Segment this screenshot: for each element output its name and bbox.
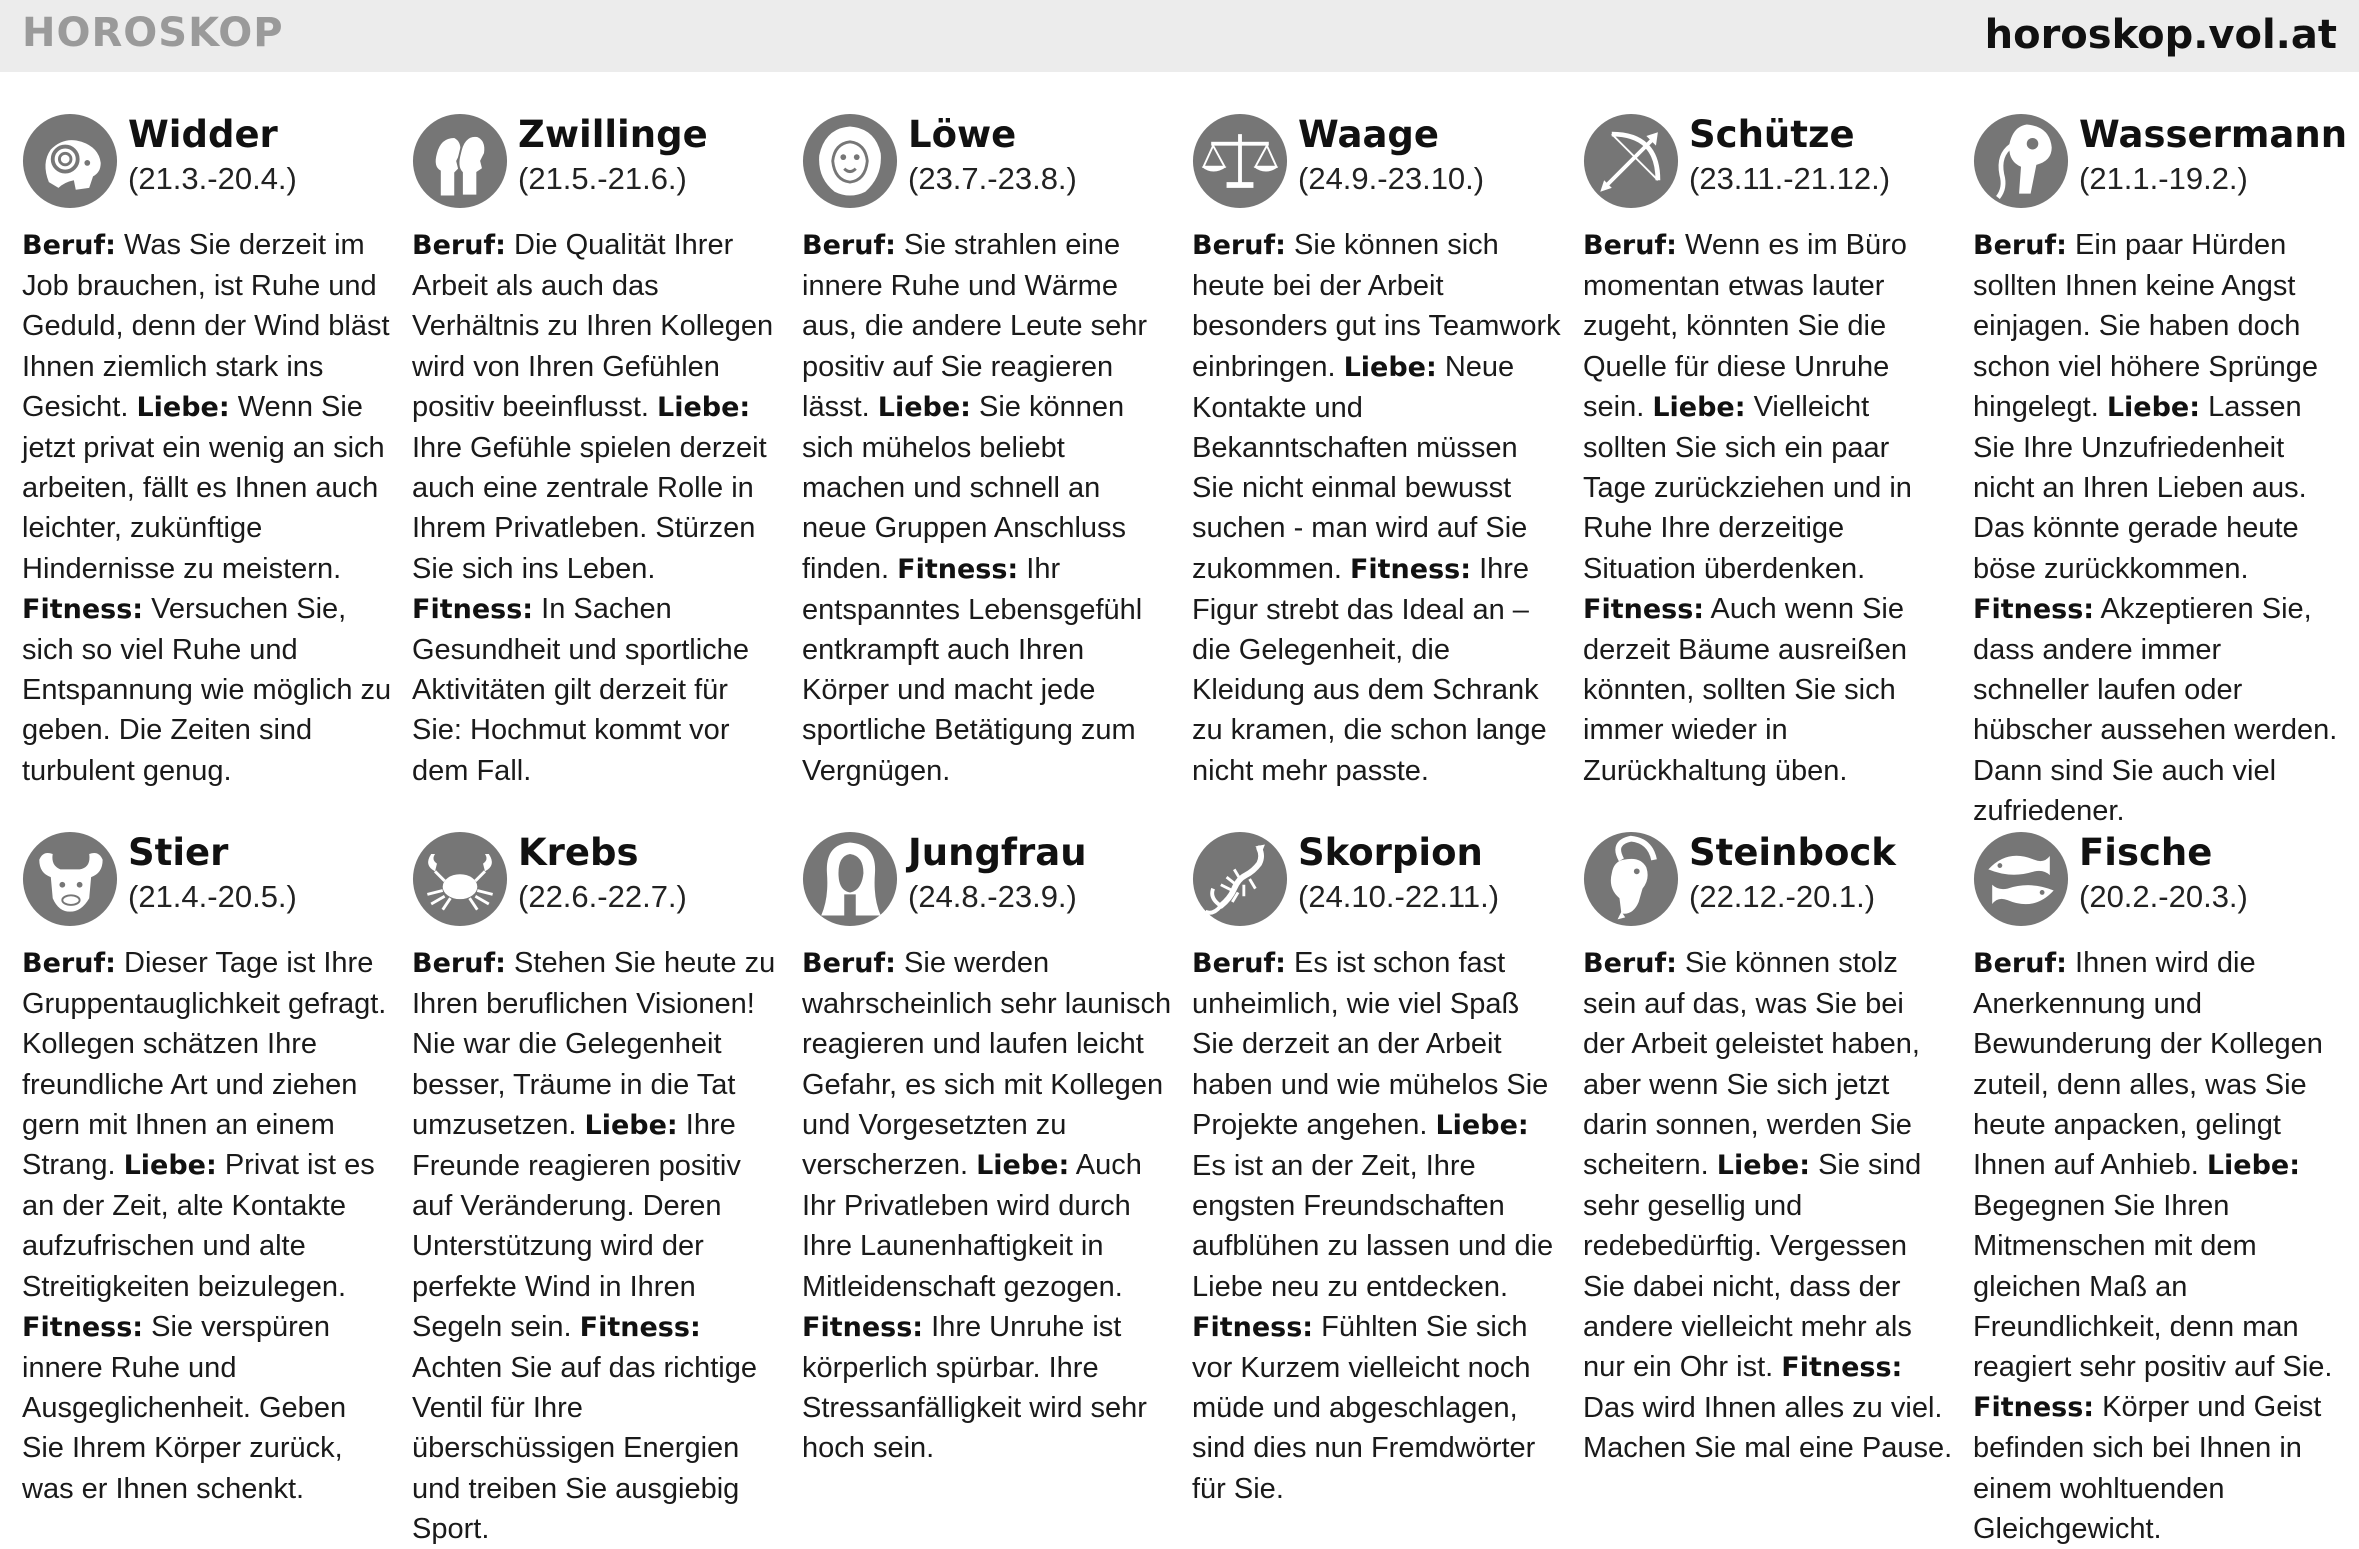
text-fitness: Auch wenn Sie derzeit Bäume ausreißen könnten, sollten Sie sich immer wieder in Zurückhaltung üben.	[1583, 592, 1907, 787]
text-fitness: Fühlten Sie sich vor Kurzem vielleicht noch müde und abgeschlagen, sind dies nun Fremdwörter für Sie.	[1192, 1310, 1536, 1505]
goat-icon	[1583, 831, 1679, 927]
label-beruf: Beruf:	[412, 948, 506, 979]
sign-dates: (24.10.-22.11.)	[1298, 879, 1500, 914]
sign-dates: (22.6.-22.7.)	[518, 879, 687, 914]
sign-text	[1583, 225, 1953, 791]
scorpion-icon	[1192, 831, 1288, 927]
bull-icon	[22, 831, 118, 927]
text-liebe: Ihre Freunde reagieren positiv auf Veränderung. Deren Unterstützung wird der perfekte Wind in Ihren Segeln sein.	[412, 1108, 741, 1343]
text-beruf: Es ist schon fast unheimlich, wie viel Spaß Sie derzeit an der Arbeit haben und wie mühelos Sie Projekte angehen.	[1192, 947, 1549, 1141]
text-beruf: Sie werden wahrscheinlich sehr launisch reagieren und laufen leicht Gefahr, es sich mit Kollegen und Vorgesetzten zu verscherzen.	[802, 947, 1172, 1182]
text-beruf: Dieser Tage ist Ihre Gruppentauglichkeit gefragt. Kollegen schätzen Ihre freundliche Art und ziehen gern mit Ihnen an einem Strang.	[22, 947, 387, 1182]
sign-dates: (22.12.-20.1.)	[1689, 879, 1876, 914]
page-title: HOROSKOP	[22, 10, 284, 56]
label-liebe: Liebe:	[877, 391, 971, 423]
sign-dates: (24.9.-23.10.)	[1298, 161, 1485, 196]
label-fitness: Fitness:	[412, 593, 534, 625]
label-beruf: Beruf:	[412, 230, 506, 261]
label-beruf: Beruf:	[1192, 948, 1286, 979]
label-liebe: Liebe:	[1435, 1109, 1529, 1141]
text-liebe: Vielleicht sollten Sie sich ein paar Tage zurückziehen und in Ruhe Ihre derzeitige Situation überdenken.	[1583, 390, 1912, 585]
text-liebe: Lassen Sie Ihre Unzufriedenheit nicht an Ihren Lieben aus. Das könnte gerade heute böse zurückkommen.	[1973, 390, 2307, 585]
label-fitness: Fitness:	[1349, 553, 1472, 585]
virgin-icon	[802, 831, 898, 927]
sign-name: Fische	[2079, 831, 2213, 874]
sign-name: Löwe	[908, 113, 1017, 156]
label-liebe: Liebe:	[1652, 391, 1746, 423]
sign-dates: (21.4.-20.5.)	[128, 879, 297, 914]
text-beruf: Stehen Sie heute zu Ihren beruflichen Visionen! Nie war die Gelegenheit besser, Träume in die Tat umzusetzen.	[412, 947, 776, 1141]
text-fitness: Ihre Figur strebt das Ideal an – die Gelegenheit, die Kleidung aus dem Schrank zu kramen, die schon lange nicht mehr passte.	[1192, 552, 1547, 787]
label-beruf: Beruf:	[1973, 948, 2067, 979]
text-fitness: In Sachen Gesundheit und sportliche Aktivitäten gilt derzeit für Sie: Hochmut kommt vor dem Fall.	[412, 592, 749, 787]
label-fitness: Fitness:	[22, 593, 144, 625]
sign-name: Stier	[128, 831, 229, 874]
label-liebe: Liebe:	[2106, 391, 2201, 423]
sign-name: Widder	[128, 113, 278, 156]
twins-icon	[412, 113, 508, 209]
label-fitness: Fitness:	[897, 553, 1019, 585]
sign-dates: (23.11.-21.12.)	[1689, 161, 1891, 196]
text-beruf: Was Sie derzeit im Job brauchen, ist Ruhe und Geduld, denn der Wind bläst Ihnen ziemlich stark ins Gesicht.	[22, 229, 390, 423]
label-liebe: Liebe:	[976, 1150, 1070, 1182]
fish-icon	[1973, 831, 2069, 927]
text-beruf: Ein paar Hürden sollten Ihnen keine Angst einjagen. Sie haben doch schon viel höhere Sprünge hingelegt.	[1973, 229, 2319, 423]
sign-text	[802, 225, 1172, 791]
label-beruf: Beruf:	[22, 230, 116, 261]
text-liebe: Privat ist es an der Zeit, alte Kontakte aufzufrischen und alte Streitigkeiten beizulegen.	[22, 1149, 375, 1303]
sign-text	[1973, 225, 2343, 831]
text-fitness: Körper und Geist befinden sich bei Ihnen in einem wohltuenden Gleichgewicht.	[1973, 1391, 2322, 1545]
sign-name: Jungfrau	[908, 831, 1087, 874]
text-fitness: Achten Sie auf das richtige Ventil für Ihre überschüssigen Energien und treiben Sie ausgiebig Sport.	[412, 1352, 757, 1545]
text-fitness: Ihre Unruhe ist körperlich spürbar. Ihre Stressanfälligkeit wird sehr hoch sein.	[802, 1310, 1147, 1465]
sign-text	[22, 943, 392, 1509]
text-beruf: Wenn es im Büro momentan etwas lauter zugeht, könnten Sie die Quelle für diese Unruhe sein.	[1583, 229, 1907, 423]
label-liebe: Liebe:	[136, 391, 230, 423]
sign-text	[1973, 943, 2343, 1549]
label-liebe: Liebe:	[657, 391, 751, 423]
label-liebe: Liebe:	[2206, 1150, 2301, 1182]
text-fitness: Ihr entspanntes Lebensgefühl entkrampft auch Ihren Körper und macht jede sportliche Betätigung zum Vergnügen.	[802, 552, 1143, 787]
label-fitness: Fitness:	[1973, 593, 2095, 625]
text-fitness: Das wird Ihnen alles zu viel. Machen Sie mal eine Pause.	[1583, 1392, 1953, 1465]
text-beruf: Sie können sich heute bei der Arbeit besonders gut ins Teamwork einbringen.	[1192, 229, 1561, 383]
label-fitness: Fitness:	[802, 1311, 924, 1343]
text-liebe: Begegnen Sie Ihren Mitmenschen mit dem gleichen Maß an Freundlichkeit, denn man reagiert sehr positiv auf Sie.	[1973, 1190, 2333, 1384]
sign-text	[22, 225, 392, 791]
label-fitness: Fitness:	[22, 1311, 144, 1343]
text-liebe: Es ist an der Zeit, Ihre engsten Freundschaften aufblühen zu lassen und die Liebe neu zu entdecken.	[1192, 1150, 1554, 1303]
text-fitness: Versuchen Sie, sich so viel Ruhe und Entspannung wie möglich zu geben. Die Zeiten sind turbulent genug.	[22, 592, 392, 787]
label-fitness: Fitness:	[1583, 593, 1705, 625]
label-beruf: Beruf:	[1583, 948, 1677, 979]
label-fitness: Fitness:	[1781, 1352, 1903, 1384]
label-liebe: Liebe:	[1343, 351, 1437, 383]
sign-text	[1192, 943, 1562, 1509]
sign-name: Skorpion	[1298, 831, 1483, 874]
label-fitness: Fitness:	[1973, 1392, 2095, 1424]
sign-dates: (24.8.-23.9.)	[908, 879, 1077, 914]
sign-text	[412, 225, 782, 791]
label-beruf: Beruf:	[802, 948, 896, 979]
sign-dates: (21.1.-19.2.)	[2079, 161, 2248, 196]
label-liebe: Liebe:	[123, 1150, 217, 1182]
sign-dates: (21.3.-20.4.)	[128, 161, 297, 196]
header-bar	[0, 0, 2359, 72]
sign-name: Krebs	[518, 831, 639, 874]
site-url[interactable]: horoskop.vol.at	[1984, 12, 2337, 58]
scales-icon	[1192, 113, 1288, 209]
text-liebe: Wenn Sie jetzt privat ein wenig an sich arbeiten, fällt es Ihnen auch leichter, zukünftige Hindernisse zu meistern.	[22, 390, 385, 585]
text-beruf: Ihnen wird die Anerkennung und Bewunderung der Kollegen zuteil, denn alles, was Sie heute anpacken, gelingt Ihnen auf Anhieb.	[1973, 947, 2323, 1182]
crab-icon	[412, 831, 508, 927]
sign-name: Schütze	[1689, 113, 1855, 156]
text-beruf: Sie strahlen eine innere Ruhe und Wärme aus, die andere Leute sehr positiv auf Sie reagieren lässt.	[802, 229, 1148, 423]
label-beruf: Beruf:	[22, 948, 116, 979]
label-beruf: Beruf:	[1973, 230, 2067, 261]
text-beruf: Sie können stolz sein auf das, was Sie bei der Arbeit geleistet haben, aber wenn Sie sich jetzt darin sonnen, werden Sie scheitern.	[1583, 947, 1920, 1182]
text-liebe: Sie können sich mühelos beliebt machen und schnell an neue Gruppen Anschluss finden.	[802, 390, 1127, 585]
label-beruf: Beruf:	[802, 230, 896, 261]
text-liebe: Auch Ihr Privatleben wird durch Ihre Launenhaftigkeit in Mitleidenschaft gezogen.	[802, 1149, 1142, 1303]
sign-name: Wassermann	[2079, 113, 2348, 156]
label-fitness: Fitness:	[579, 1311, 701, 1343]
lion-icon	[802, 113, 898, 209]
sign-dates: (20.2.-20.3.)	[2079, 879, 2248, 914]
sign-name: Waage	[1298, 113, 1440, 156]
text-liebe: Neue Kontakte und Bekanntschaften müssen Sie nicht einmal bewusst suchen - man wird auf Sie zukommen.	[1192, 350, 1528, 585]
sign-dates: (23.7.-23.8.)	[908, 161, 1077, 196]
sign-name: Zwillinge	[518, 113, 708, 156]
sign-name: Steinbock	[1689, 831, 1896, 874]
archer-icon	[1583, 113, 1679, 209]
sign-text	[1583, 943, 1953, 1469]
label-beruf: Beruf:	[1583, 230, 1677, 261]
label-fitness: Fitness:	[1192, 1311, 1314, 1343]
label-liebe: Liebe:	[1716, 1150, 1811, 1182]
label-liebe: Liebe:	[584, 1109, 678, 1141]
sign-text	[1192, 225, 1562, 791]
text-beruf: Die Qualität Ihrer Arbeit als auch das Verhältnis zu Ihren Kollegen wird von Ihren Gefühlen positiv beeinflusst.	[412, 229, 774, 423]
sign-text	[802, 943, 1172, 1469]
sign-dates: (21.5.-21.6.)	[518, 161, 687, 196]
text-liebe: Ihre Gefühle spielen derzeit auch eine zentrale Rolle in Ihrem Privatleben. Stürzen Sie sich ins Leben.	[412, 432, 767, 585]
text-fitness: Akzeptieren Sie, dass andere immer schneller laufen oder hübscher aussehen werden. Dann sind Sie auch viel zufriedener.	[1973, 592, 2338, 827]
label-beruf: Beruf:	[1192, 230, 1286, 261]
water-bearer-icon	[1973, 113, 2069, 209]
sign-text	[412, 943, 782, 1549]
text-liebe: Sie sind sehr gesellig und redebedürftig. Vergessen Sie dabei nicht, dass der andere vielleicht mehr als nur ein Ohr ist.	[1583, 1149, 1922, 1384]
text-fitness: Sie verspüren innere Ruhe und Ausgeglichenheit. Geben Sie Ihrem Körper zurück, was er Ihnen schenkt.	[22, 1310, 347, 1505]
ram-icon	[22, 113, 118, 209]
